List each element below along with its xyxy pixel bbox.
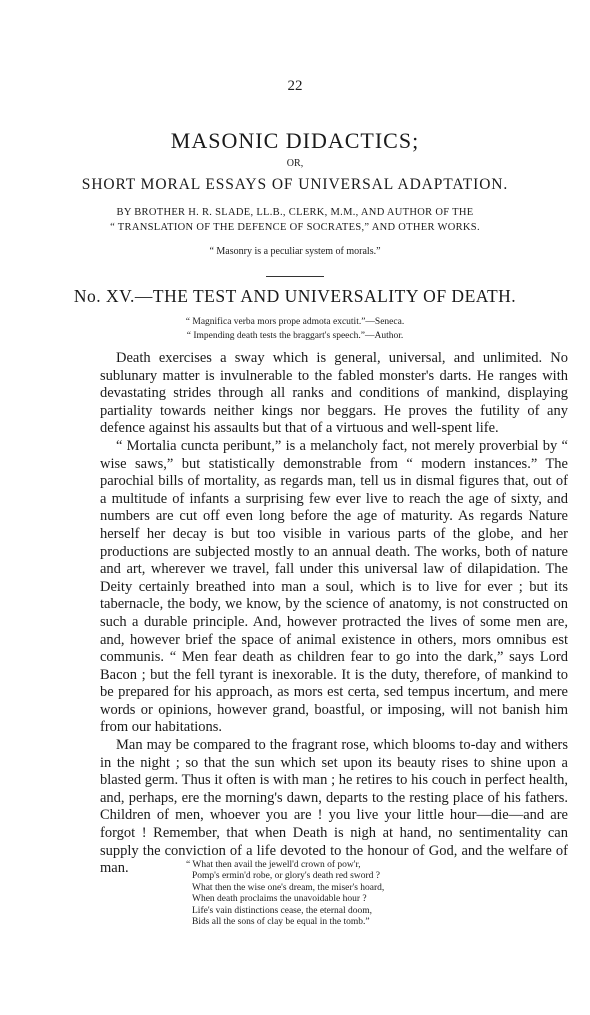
paragraph: Man may be compared to the fragrant rose, which blooms to-day and withers in the night ; so that the sun which set upon its beauty rises to shine upon a blasted germ. Thus it often is with man ; he retires to his couch in perfect health, and, perhaps, ere the morning's dawn, departs to the resting place of his fathers. Children of men, whoever you are ! you live your little hour—die—and are forgot ! Remember, that when Death is nigh at hand, no sentimentality can supply the conviction of a life devoted to the honour of God, and the welfare of man. <box>100 737 568 877</box>
poem-line: When death proclaims the unavoidable hour ? <box>192 894 367 905</box>
title-or: OR, <box>286 158 304 169</box>
motto: “ Masonry is a peculiar system of morals.” <box>209 246 381 257</box>
poem-line: “ What then avail the jewell'd crown of pow'r, <box>186 860 361 870</box>
essay-body <box>100 350 568 878</box>
byline-line-2: “ TRANSLATION OF THE DEFENCE OF SOCRATES,” AND OTHER WORKS. <box>110 222 480 233</box>
closing-poem <box>186 860 446 928</box>
poem-line: What then the wise one's dream, the miser's hoard, <box>192 882 385 893</box>
poem-line: Life's vain distinctions cease, the eternal doom, <box>192 905 373 916</box>
subtitle: SHORT MORAL ESSAYS OF UNIVERSAL ADAPTATION. <box>81 176 509 193</box>
page-number: 22 <box>287 78 303 94</box>
epigraph-english: “ Impending death tests the braggart's speech.”—Author. <box>186 331 404 341</box>
byline-line-1: BY BROTHER H. R. SLADE, LL.B., CLERK, M.M., AND AUTHOR OF THE <box>116 207 474 218</box>
page-title: MASONIC DIDACTICS; <box>170 128 420 153</box>
paragraph: “ Mortalia cuncta peribunt,” is a melancholy fact, not merely proverbial by “ wise saws,” but statistically demonstrable from “ modern instances.” The parochial bills of mortality, as regards man, tell us in dismal figures that, out of a multitude of infants a surprising few ever live to reach the age of sixty, and numbers are cut off even long before the age of maturity. As regards Nature herself her decay is but too visible in various parts of the globe, and her productions are subjected mostly to an annual death. The works, both of nature and art, wherever we travel, fall under this universal law of dilapidation. The Deity certainly breathed into man a soul, which is to live for ever ; but its tabernacle, the body, we know, by the science of anatomy, is not constructed on such a durable principle. And, however protracted the lives of some men are, and, however brief the space of animal existence in others, mors omnibus est communis. “ Men fear death as children fear to go into the dark,” says Lord Bacon ; but the fell tyrant is inexorable. It is the duty, therefore, of mankind to be prepared for his approach, as mors est certa, sed tempus incertum, and mere words or opinions, however grand, boastful, or imposing, will not banish him from our habitations. <box>100 437 568 736</box>
epigraph-latin: “ Magnifica verba mors prope admota excutit.”—Seneca. <box>185 317 405 327</box>
poem-line: Pomp's ermin'd robe, or glory's death red sword ? <box>192 871 380 882</box>
essay-title: No. XV.—THE TEST AND UNIVERSALITY OF DEATH. <box>73 286 517 306</box>
poem-line: Bids all the sons of clay be equal in the tomb.” <box>192 917 370 928</box>
paragraph: Death exercises a sway which is general, universal, and unlimited. No sublunary matter is invulnerable to the fabled monster's darts. He ranges with devastating strides through all ranks and conditions of mankind, displaying partiality towards neither kings nor beggars. He proves the futility of any defence against his assaults but that of a virtuous and well-spent life. <box>100 350 568 437</box>
section-divider <box>266 276 324 277</box>
